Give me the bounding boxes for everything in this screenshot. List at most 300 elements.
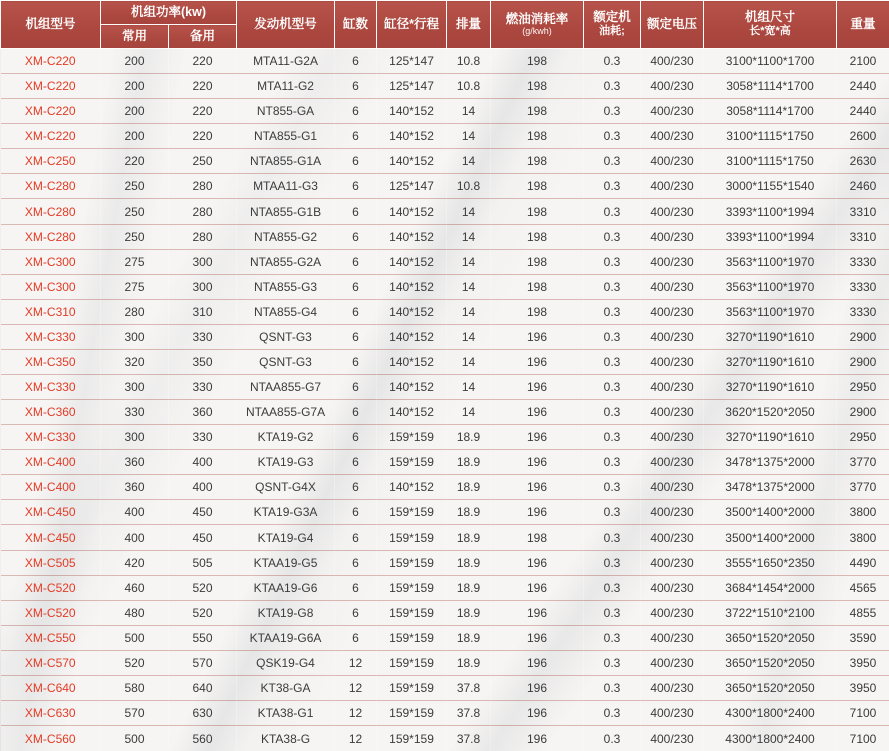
model-cell: XM-C300 [1, 274, 101, 299]
power-prime-cell: 280 [101, 299, 169, 324]
displacement-cell: 10.8 [447, 174, 491, 199]
table-row [1, 174, 889, 199]
power-standby-cell: 350 [169, 349, 237, 374]
table-row [1, 575, 889, 600]
table-row [1, 249, 889, 274]
bore-stroke-cell: 140*152 [377, 400, 447, 425]
table-row [1, 124, 889, 149]
cylinders-cell: 6 [335, 600, 377, 625]
header-dimensions [704, 1, 837, 49]
power-standby-cell: 330 [169, 375, 237, 400]
weight-cell: 3800 [837, 525, 889, 550]
cylinders-cell: 6 [335, 575, 377, 600]
engine-cell: QSNT-G3 [237, 324, 335, 349]
engine-cell: MTAA11-G3 [237, 174, 335, 199]
displacement-cell: 18.9 [447, 475, 491, 500]
voltage-cell: 400/230 [641, 149, 704, 174]
dimensions-cell: 3393*1100*1994 [704, 199, 837, 224]
model-cell: XM-C250 [1, 149, 101, 174]
engine-cell: QSK19-G4 [237, 650, 335, 675]
cylinders-cell: 6 [335, 425, 377, 450]
weight-cell: 2440 [837, 99, 889, 124]
oil-consumption-cell: 0.3 [584, 375, 641, 400]
weight-cell: 3590 [837, 625, 889, 650]
bore-stroke-cell: 140*152 [377, 249, 447, 274]
header-power-prime: 常用 [101, 25, 169, 49]
fuel-rate-cell: 196 [491, 425, 584, 450]
table-row [1, 450, 889, 475]
cylinders-cell: 6 [335, 625, 377, 650]
model-cell: XM-C280 [1, 199, 101, 224]
dimensions-cell: 3650*1520*2050 [704, 650, 837, 675]
fuel-rate-cell: 198 [491, 124, 584, 149]
table-row [1, 49, 889, 74]
weight-cell: 4490 [837, 550, 889, 575]
power-prime-cell: 300 [101, 324, 169, 349]
table-row [1, 375, 889, 400]
bore-stroke-cell: 140*152 [377, 375, 447, 400]
voltage-cell: 400/230 [641, 174, 704, 199]
oil-consumption-cell: 0.3 [584, 224, 641, 249]
cylinders-cell: 6 [335, 550, 377, 575]
power-prime-cell: 400 [101, 500, 169, 525]
power-prime-cell: 275 [101, 274, 169, 299]
fuel-rate-cell: 196 [491, 650, 584, 675]
weight-cell: 2600 [837, 124, 889, 149]
displacement-cell: 14 [447, 349, 491, 374]
displacement-cell: 14 [447, 324, 491, 349]
model-cell: XM-C520 [1, 600, 101, 625]
displacement-cell: 10.8 [447, 74, 491, 99]
dimensions-cell: 3555*1650*2350 [704, 550, 837, 575]
weight-cell: 3330 [837, 249, 889, 274]
fuel-rate-cell: 198 [491, 74, 584, 99]
voltage-cell: 400/230 [641, 475, 704, 500]
power-standby-cell: 300 [169, 249, 237, 274]
cylinders-cell: 6 [335, 324, 377, 349]
displacement-cell: 14 [447, 99, 491, 124]
voltage-cell: 400/230 [641, 600, 704, 625]
oil-consumption-cell: 0.3 [584, 124, 641, 149]
model-cell: XM-C450 [1, 525, 101, 550]
oil-consumption-cell: 0.3 [584, 99, 641, 124]
voltage-cell: 400/230 [641, 525, 704, 550]
model-cell: XM-C280 [1, 174, 101, 199]
model-cell: XM-C220 [1, 99, 101, 124]
engine-cell: MTA11-G2 [237, 74, 335, 99]
header-oil-consumption [584, 1, 641, 49]
voltage-cell: 400/230 [641, 450, 704, 475]
header-oil-line2: 油耗; [599, 25, 625, 38]
power-prime-cell: 500 [101, 726, 169, 751]
bore-stroke-cell: 159*159 [377, 575, 447, 600]
dimensions-cell: 3722*1510*2100 [704, 600, 837, 625]
weight-cell: 3330 [837, 274, 889, 299]
oil-consumption-cell: 0.3 [584, 199, 641, 224]
fuel-rate-cell: 196 [491, 625, 584, 650]
engine-cell: KTA19-G3A [237, 500, 335, 525]
power-prime-cell: 300 [101, 425, 169, 450]
displacement-cell: 18.9 [447, 575, 491, 600]
voltage-cell: 400/230 [641, 324, 704, 349]
engine-cell: KTAA19-G6 [237, 575, 335, 600]
power-standby-cell: 310 [169, 299, 237, 324]
power-standby-cell: 300 [169, 274, 237, 299]
engine-cell: KTAA19-G6A [237, 625, 335, 650]
bore-stroke-cell: 159*159 [377, 525, 447, 550]
dimensions-cell: 3650*1520*2050 [704, 675, 837, 700]
power-standby-cell: 450 [169, 525, 237, 550]
fuel-rate-cell: 198 [491, 525, 584, 550]
displacement-cell: 18.9 [447, 500, 491, 525]
dimensions-cell: 3270*1190*1610 [704, 425, 837, 450]
model-cell: XM-C505 [1, 550, 101, 575]
weight-cell: 4855 [837, 600, 889, 625]
weight-cell: 3310 [837, 224, 889, 249]
voltage-cell: 400/230 [641, 124, 704, 149]
power-standby-cell: 570 [169, 650, 237, 675]
engine-cell: KTA19-G2 [237, 425, 335, 450]
power-prime-cell: 320 [101, 349, 169, 374]
bore-stroke-cell: 125*147 [377, 74, 447, 99]
table-row [1, 726, 889, 751]
weight-cell: 2630 [837, 149, 889, 174]
fuel-rate-cell: 198 [491, 149, 584, 174]
oil-consumption-cell: 0.3 [584, 600, 641, 625]
cylinders-cell: 6 [335, 400, 377, 425]
engine-cell: NTAA855-G7 [237, 375, 335, 400]
cylinders-cell: 6 [335, 299, 377, 324]
model-cell: XM-C310 [1, 299, 101, 324]
weight-cell: 4565 [837, 575, 889, 600]
table-row [1, 425, 889, 450]
displacement-cell: 14 [447, 249, 491, 274]
bore-stroke-cell: 159*159 [377, 625, 447, 650]
table-row [1, 525, 889, 550]
power-standby-cell: 450 [169, 500, 237, 525]
dimensions-cell: 4300*1800*2400 [704, 701, 837, 726]
oil-consumption-cell: 0.3 [584, 726, 641, 751]
fuel-rate-cell: 198 [491, 174, 584, 199]
voltage-cell: 400/230 [641, 650, 704, 675]
power-standby-cell: 220 [169, 124, 237, 149]
dimensions-cell: 3100*1100*1700 [704, 49, 837, 74]
table-header [1, 1, 889, 49]
model-cell: XM-C560 [1, 726, 101, 751]
bore-stroke-cell: 159*159 [377, 675, 447, 700]
displacement-cell: 14 [447, 299, 491, 324]
engine-cell: NTA855-G3 [237, 274, 335, 299]
displacement-cell: 18.9 [447, 650, 491, 675]
power-prime-cell: 220 [101, 149, 169, 174]
bore-stroke-cell: 140*152 [377, 224, 447, 249]
table-row [1, 274, 889, 299]
dimensions-cell: 3058*1114*1700 [704, 99, 837, 124]
model-cell: XM-C300 [1, 249, 101, 274]
voltage-cell: 400/230 [641, 199, 704, 224]
cylinders-cell: 6 [335, 450, 377, 475]
power-standby-cell: 505 [169, 550, 237, 575]
voltage-cell: 400/230 [641, 299, 704, 324]
fuel-rate-cell: 196 [491, 726, 584, 751]
engine-cell: KTA19-G3 [237, 450, 335, 475]
fuel-rate-cell: 196 [491, 500, 584, 525]
cylinders-cell: 6 [335, 224, 377, 249]
weight-cell: 2900 [837, 349, 889, 374]
cylinders-cell: 12 [335, 726, 377, 751]
voltage-cell: 400/230 [641, 74, 704, 99]
cylinders-cell: 6 [335, 375, 377, 400]
bore-stroke-cell: 125*147 [377, 49, 447, 74]
displacement-cell: 14 [447, 199, 491, 224]
oil-consumption-cell: 0.3 [584, 575, 641, 600]
voltage-cell: 400/230 [641, 349, 704, 374]
voltage-cell: 400/230 [641, 249, 704, 274]
table-row [1, 299, 889, 324]
header-dimensions-sub: 长*宽*高 [749, 25, 791, 38]
weight-cell: 2900 [837, 324, 889, 349]
oil-consumption-cell: 0.3 [584, 299, 641, 324]
bore-stroke-cell: 140*152 [377, 299, 447, 324]
power-prime-cell: 520 [101, 650, 169, 675]
power-standby-cell: 250 [169, 149, 237, 174]
oil-consumption-cell: 0.3 [584, 74, 641, 99]
table-row [1, 475, 889, 500]
header-cylinders: 缸数 [335, 1, 377, 49]
oil-consumption-cell: 0.3 [584, 49, 641, 74]
voltage-cell: 400/230 [641, 224, 704, 249]
model-cell: XM-C520 [1, 575, 101, 600]
cylinders-cell: 6 [335, 49, 377, 74]
weight-cell: 3770 [837, 475, 889, 500]
model-cell: XM-C360 [1, 400, 101, 425]
header-bore-stroke: 缸径*行程 [377, 1, 447, 49]
fuel-rate-cell: 196 [491, 675, 584, 700]
displacement-cell: 14 [447, 274, 491, 299]
header-fuel-rate-title: 燃油消耗率 [505, 12, 569, 27]
power-standby-cell: 400 [169, 450, 237, 475]
voltage-cell: 400/230 [641, 701, 704, 726]
header-fuel-rate [491, 1, 584, 49]
cylinders-cell: 6 [335, 349, 377, 374]
header-engine: 发动机型号 [237, 1, 335, 49]
weight-cell: 2440 [837, 74, 889, 99]
power-prime-cell: 200 [101, 74, 169, 99]
power-prime-cell: 300 [101, 375, 169, 400]
voltage-cell: 400/230 [641, 49, 704, 74]
fuel-rate-cell: 198 [491, 299, 584, 324]
cylinders-cell: 12 [335, 650, 377, 675]
power-prime-cell: 250 [101, 199, 169, 224]
displacement-cell: 10.8 [447, 49, 491, 74]
table-row [1, 701, 889, 726]
fuel-rate-cell: 198 [491, 199, 584, 224]
model-cell: XM-C630 [1, 701, 101, 726]
model-cell: XM-C400 [1, 450, 101, 475]
displacement-cell: 18.9 [447, 450, 491, 475]
power-standby-cell: 560 [169, 726, 237, 751]
model-cell: XM-C550 [1, 625, 101, 650]
table-row [1, 550, 889, 575]
power-prime-cell: 200 [101, 99, 169, 124]
table-row [1, 149, 889, 174]
engine-cell: NTA855-G1A [237, 149, 335, 174]
displacement-cell: 18.9 [447, 550, 491, 575]
voltage-cell: 400/230 [641, 425, 704, 450]
bore-stroke-cell: 159*159 [377, 425, 447, 450]
fuel-rate-cell: 198 [491, 49, 584, 74]
fuel-rate-cell: 196 [491, 575, 584, 600]
dimensions-cell: 4300*1800*2400 [704, 726, 837, 751]
weight-cell: 3770 [837, 450, 889, 475]
cylinders-cell: 6 [335, 124, 377, 149]
weight-cell: 2950 [837, 375, 889, 400]
power-standby-cell: 640 [169, 675, 237, 700]
dimensions-cell: 3500*1400*2000 [704, 500, 837, 525]
fuel-rate-cell: 198 [491, 224, 584, 249]
power-standby-cell: 520 [169, 575, 237, 600]
bore-stroke-cell: 140*152 [377, 349, 447, 374]
engine-cell: KT38-GA [237, 675, 335, 700]
oil-consumption-cell: 0.3 [584, 701, 641, 726]
model-cell: XM-C350 [1, 349, 101, 374]
displacement-cell: 18.9 [447, 600, 491, 625]
oil-consumption-cell: 0.3 [584, 550, 641, 575]
bore-stroke-cell: 159*159 [377, 500, 447, 525]
cylinders-cell: 6 [335, 99, 377, 124]
weight-cell: 7100 [837, 726, 889, 751]
table-row [1, 349, 889, 374]
voltage-cell: 400/230 [641, 274, 704, 299]
oil-consumption-cell: 0.3 [584, 324, 641, 349]
engine-cell: NTA855-G1 [237, 124, 335, 149]
table-row [1, 650, 889, 675]
cylinders-cell: 6 [335, 274, 377, 299]
power-standby-cell: 280 [169, 224, 237, 249]
dimensions-cell: 3563*1100*1970 [704, 249, 837, 274]
fuel-rate-cell: 198 [491, 274, 584, 299]
weight-cell: 7100 [837, 701, 889, 726]
header-power-group: 机组功率(kw) [101, 1, 237, 25]
engine-cell: MTA11-G2A [237, 49, 335, 74]
cylinders-cell: 6 [335, 475, 377, 500]
weight-cell: 2460 [837, 174, 889, 199]
power-standby-cell: 220 [169, 99, 237, 124]
cylinders-cell: 12 [335, 701, 377, 726]
power-prime-cell: 460 [101, 575, 169, 600]
cylinders-cell: 12 [335, 675, 377, 700]
voltage-cell: 400/230 [641, 675, 704, 700]
dimensions-cell: 3478*1375*2000 [704, 475, 837, 500]
dimensions-cell: 3393*1100*1994 [704, 224, 837, 249]
table-row [1, 500, 889, 525]
cylinders-cell: 6 [335, 500, 377, 525]
oil-consumption-cell: 0.3 [584, 525, 641, 550]
header-model: 机组型号 [1, 1, 101, 49]
dimensions-cell: 3270*1190*1610 [704, 375, 837, 400]
header-oil-line1: 额定机 [593, 10, 631, 25]
displacement-cell: 18.9 [447, 625, 491, 650]
bore-stroke-cell: 140*152 [377, 274, 447, 299]
dimensions-cell: 3620*1520*2050 [704, 400, 837, 425]
engine-cell: QSNT-G3 [237, 349, 335, 374]
power-prime-cell: 200 [101, 124, 169, 149]
power-prime-cell: 250 [101, 224, 169, 249]
table-row [1, 600, 889, 625]
displacement-cell: 37.8 [447, 701, 491, 726]
model-cell: XM-C450 [1, 500, 101, 525]
voltage-cell: 400/230 [641, 375, 704, 400]
engine-cell: NTA855-G4 [237, 299, 335, 324]
model-cell: XM-C400 [1, 475, 101, 500]
power-prime-cell: 275 [101, 249, 169, 274]
oil-consumption-cell: 0.3 [584, 149, 641, 174]
weight-cell: 3310 [837, 199, 889, 224]
fuel-rate-cell: 198 [491, 249, 584, 274]
dimensions-cell: 3563*1100*1970 [704, 274, 837, 299]
table-row [1, 199, 889, 224]
cylinders-cell: 6 [335, 74, 377, 99]
header-fuel-rate-unit: (g/kwh) [522, 26, 552, 37]
model-cell: XM-C220 [1, 74, 101, 99]
table-row [1, 224, 889, 249]
power-standby-cell: 280 [169, 174, 237, 199]
table-row [1, 400, 889, 425]
power-standby-cell: 280 [169, 199, 237, 224]
fuel-rate-cell: 196 [491, 324, 584, 349]
engine-cell: KTA38-G1 [237, 701, 335, 726]
power-standby-cell: 330 [169, 324, 237, 349]
voltage-cell: 400/230 [641, 625, 704, 650]
voltage-cell: 400/230 [641, 550, 704, 575]
weight-cell: 3950 [837, 675, 889, 700]
model-cell: XM-C280 [1, 224, 101, 249]
bore-stroke-cell: 140*152 [377, 475, 447, 500]
bore-stroke-cell: 159*159 [377, 650, 447, 675]
power-prime-cell: 480 [101, 600, 169, 625]
fuel-rate-cell: 196 [491, 375, 584, 400]
power-prime-cell: 200 [101, 49, 169, 74]
cylinders-cell: 6 [335, 249, 377, 274]
table-row [1, 324, 889, 349]
table-row [1, 625, 889, 650]
dimensions-cell: 3270*1190*1610 [704, 349, 837, 374]
bore-stroke-cell: 140*152 [377, 99, 447, 124]
engine-cell: QSNT-G4X [237, 475, 335, 500]
displacement-cell: 14 [447, 224, 491, 249]
power-standby-cell: 550 [169, 625, 237, 650]
power-prime-cell: 500 [101, 625, 169, 650]
dimensions-cell: 3000*1155*1540 [704, 174, 837, 199]
weight-cell: 3800 [837, 500, 889, 525]
power-prime-cell: 420 [101, 550, 169, 575]
power-standby-cell: 400 [169, 475, 237, 500]
fuel-rate-cell: 196 [491, 349, 584, 374]
displacement-cell: 18.9 [447, 525, 491, 550]
displacement-cell: 14 [447, 400, 491, 425]
bore-stroke-cell: 159*159 [377, 600, 447, 625]
header-displacement: 排量 [447, 1, 491, 49]
engine-cell: KTA19-G8 [237, 600, 335, 625]
cylinders-cell: 6 [335, 149, 377, 174]
oil-consumption-cell: 0.3 [584, 425, 641, 450]
cylinders-cell: 6 [335, 174, 377, 199]
bore-stroke-cell: 159*159 [377, 726, 447, 751]
oil-consumption-cell: 0.3 [584, 174, 641, 199]
model-cell: XM-C570 [1, 650, 101, 675]
model-cell: XM-C220 [1, 124, 101, 149]
fuel-rate-cell: 196 [491, 475, 584, 500]
